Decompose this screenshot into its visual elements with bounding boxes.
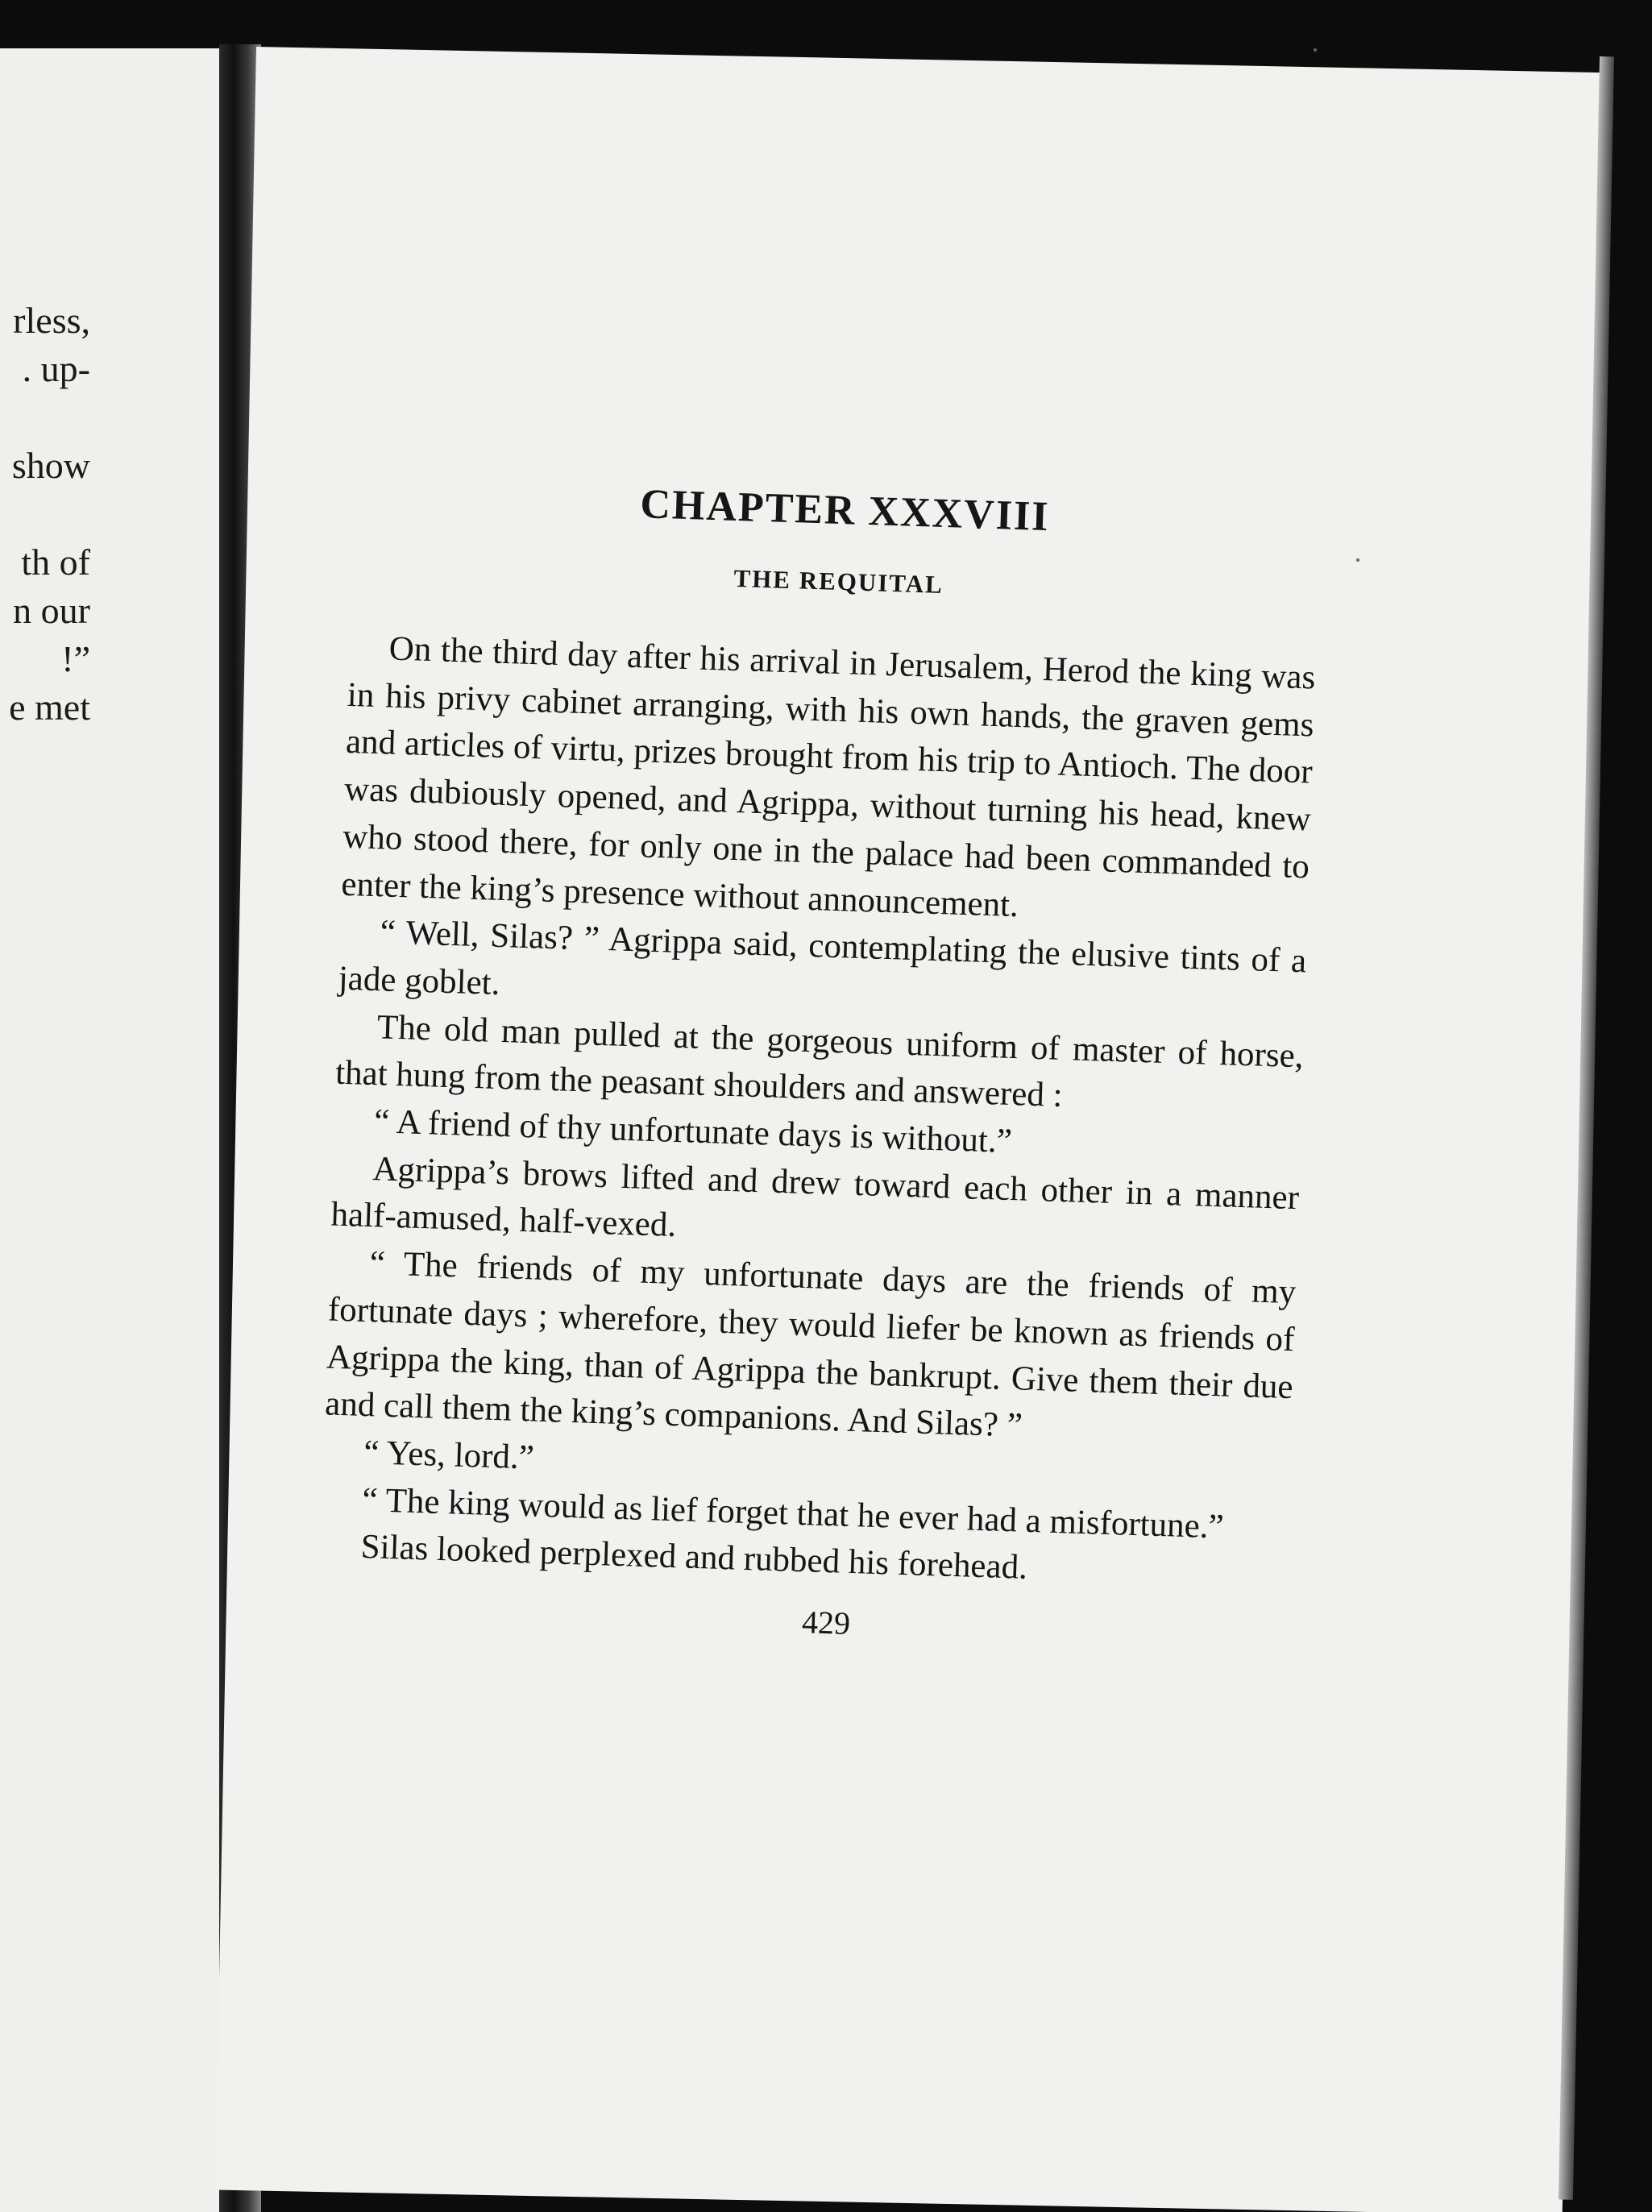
page-number: 429 [801, 1604, 851, 1642]
left-facing-page [0, 48, 234, 2212]
left-page-text-fragments [0, 297, 90, 732]
paragraph: “ Well, Silas? ” Agrippa said, contemplating the elusive tints of a jade goblet. [338, 913, 1307, 1002]
chapter-title: CHAPTER XXXVIII [639, 481, 1051, 541]
paragraph: On the third day after his arrival in Jerusalem, Herod the king was in his privy cabinet arranging, with his own hands, the graven gems and articles of virtu, prizes brought from his trip to Antioch. The door was dubiously opened, and Agrippa, without turning his head, knew who stood there, for only one in the palace had been commanded to enter the king’s presence without announcement. [340, 629, 1316, 924]
dust-speck [1356, 558, 1359, 562]
paragraph: “ The friends of my unfortunate days are the friends of my fortunate days ; wherefore, they would liefer be known as friends of Agrippa the king, than of Agrippa the bankrupt. Give them their due and call them the king’s companions. And Silas? ” [324, 1244, 1297, 1445]
left-line-fragment: show [11, 445, 90, 486]
paragraph: Agrippa’s brows lifted and drew toward each other in a manner half-amused, half-vexed. [330, 1149, 1300, 1245]
left-line-fragment: !” [61, 638, 90, 679]
left-line-fragment [0, 393, 90, 442]
left-line-fragment [0, 490, 90, 538]
left-line-fragment: n our [13, 590, 90, 631]
left-line-fragment: e met [9, 687, 90, 728]
chapter-body [320, 625, 1316, 1600]
dust-speck [1314, 48, 1317, 52]
page-text-block [318, 463, 1321, 1662]
paragraph: “ Yes, lord.” [363, 1433, 535, 1477]
left-line-fragment: . up- [22, 348, 90, 389]
paragraph: The old man pulled at the gorgeous uniform of master of horse, that hung from the peasant shoulders and answered : [334, 1007, 1305, 1115]
paragraph: “ A friend of thy unfortunate days is without.” [373, 1102, 1013, 1161]
paragraph: “ The king would as lief forget that he ever had a misfortune.” [361, 1480, 1225, 1546]
paragraph: Silas looked perplexed and rubbed his forehead. [360, 1528, 1028, 1587]
chapter-subtitle: THE REQUITAL [733, 563, 944, 600]
left-line-fragment: rless, [13, 300, 90, 341]
left-line-fragment: th of [21, 542, 90, 583]
